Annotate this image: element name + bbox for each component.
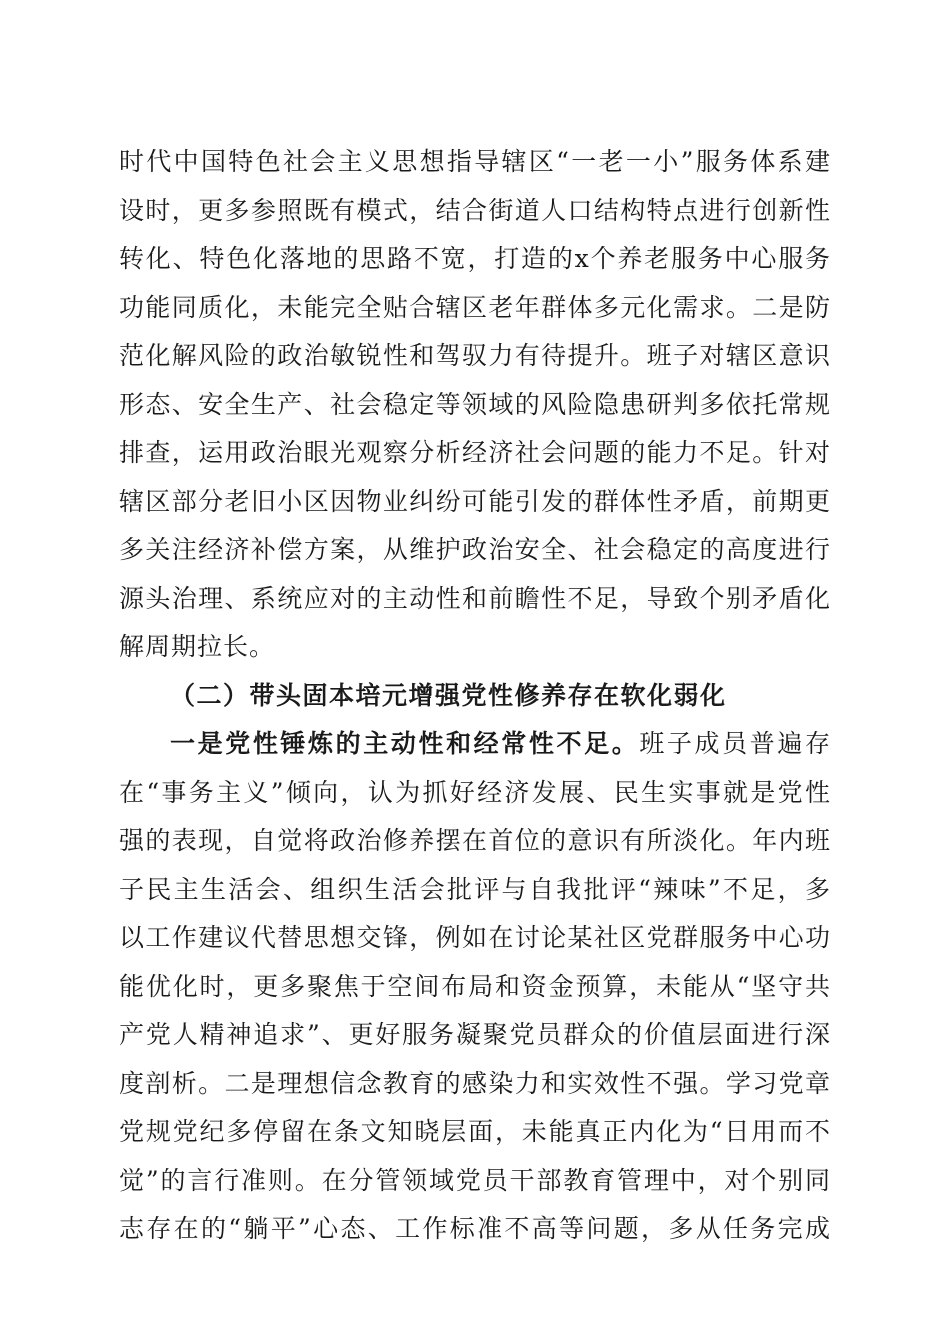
paragraph-line: 以工作建议代替思想交锋，例如在讨论某社区党群服务中心功 [119, 923, 831, 952]
paragraph-line: 产党人精神追求”、更好服务凝聚党员群众的价值层面进行深 [119, 1020, 831, 1049]
paragraph-line: 排查，运用政治眼光观察分析经济社会问题的能力不足。针对 [119, 438, 831, 467]
paragraph-line: 党规党纪多停留在条文知晓层面，未能真正内化为“日用而不 [119, 1117, 831, 1146]
paragraph-line: 度剖析。二是理想信念教育的感染力和实效性不强。学习党章 [119, 1069, 831, 1098]
paragraph-line: 范化解风险的政治敏锐性和驾驭力有待提升。班子对辖区意识 [119, 341, 831, 370]
bold-lead-text: 一是党性锤炼的主动性和经常性不足。 [170, 729, 640, 758]
paragraph-line: 在“事务主义”倾向，认为抓好经济发展、民生实事就是党性 [119, 778, 831, 807]
paragraph-line: 设时，更多参照既有模式，结合街道人口结构特点进行创新性 [119, 196, 831, 225]
paragraph-line: 辖区部分老旧小区因物业纠纷可能引发的群体性矛盾，前期更 [119, 487, 831, 516]
paragraph-line: 多关注经济补偿方案，从维护政治安全、社会稳定的高度进行 [119, 535, 831, 564]
paragraph-line: 能优化时，更多聚焦于空间布局和资金预算，未能从“坚守共 [119, 972, 831, 1001]
paragraph-first-line [170, 722, 831, 766]
paragraph-line: 转化、特色化落地的思路不宽，打造的x个养老服务中心服务 [119, 244, 831, 273]
paragraph-line: 子民主生活会、组织生活会批评与自我批评“辣味”不足，多 [119, 875, 831, 904]
paragraph-line: 强的表现，自觉将政治修养摆在首位的意识有所淡化。年内班 [119, 826, 831, 855]
paragraph-line: 志存在的“躺平”心态、工作标准不高等问题，多从任务完成 [119, 1214, 831, 1243]
section-heading: （二）带头固本培元增强党性修养存在软化弱化 [170, 681, 727, 710]
paragraph-line: 解周期拉长。 [119, 632, 276, 661]
paragraph-line: 觉”的言行准则。在分管领域党员干部教育管理中，对个别同 [119, 1166, 831, 1195]
lead-rest-text: 班子成员普遍存 [639, 729, 831, 758]
paragraph-line: 形态、安全生产、社会稳定等领域的风险隐患研判多依托常规 [119, 390, 831, 419]
paragraph-line: 功能同质化，未能完全贴合辖区老年群体多元化需求。二是防 [119, 293, 831, 322]
paragraph-line: 时代中国特色社会主义思想指导辖区“一老一小”服务体系建 [119, 147, 831, 176]
paragraph-line: 源头治理、系统应对的主动性和前瞻性不足，导致个别矛盾化 [119, 584, 831, 613]
